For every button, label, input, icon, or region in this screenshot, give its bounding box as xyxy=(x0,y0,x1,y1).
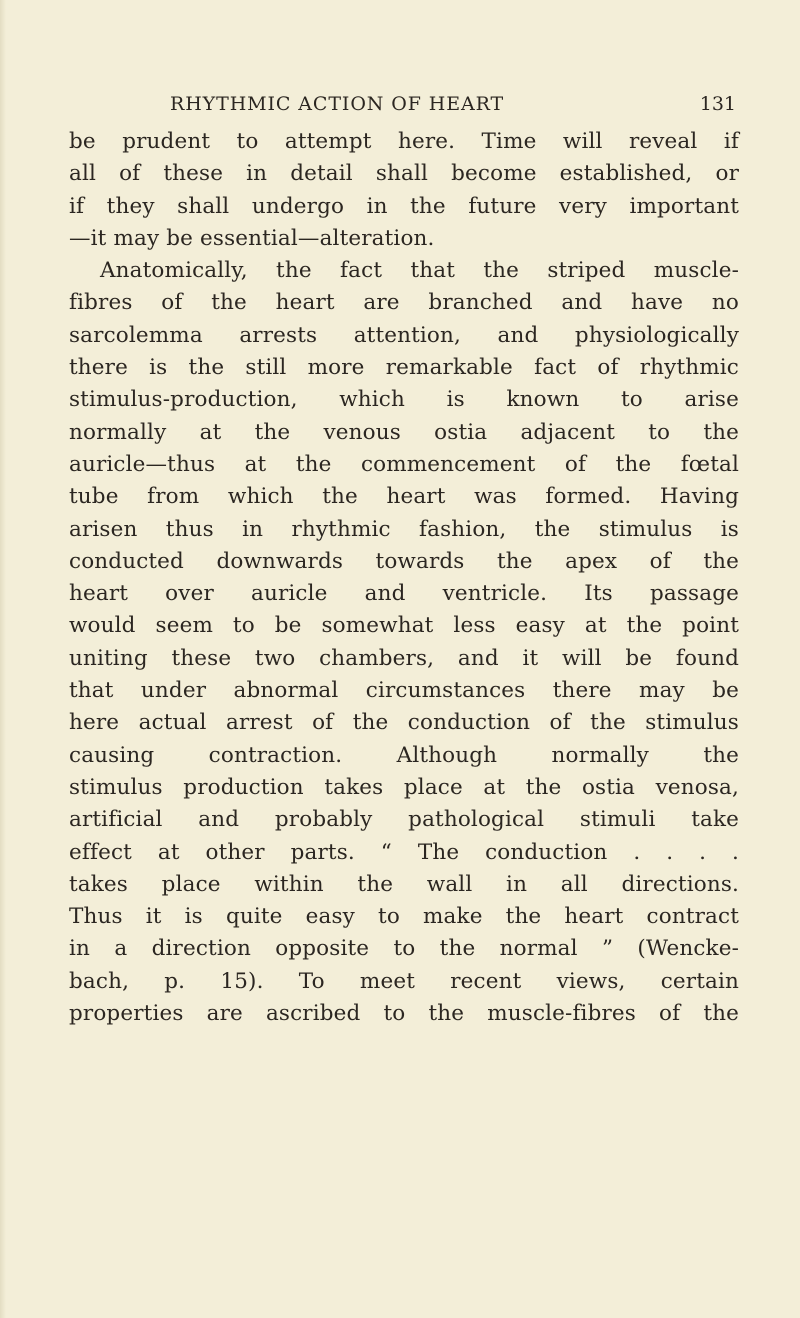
text-line: arisen thus in rhythmic fashion, the stimulus is xyxy=(69,516,739,542)
text-line: conducted downwards towards the apex of the xyxy=(69,548,739,574)
text-line: effect at other parts. “ The conduction . . . . xyxy=(69,839,739,865)
text-line: bach, p. 15). To meet recent views, certain xyxy=(69,968,739,994)
text-line: —it may be essential—alteration. xyxy=(69,225,435,251)
text-line: uniting these two chambers, and it will be found xyxy=(69,645,739,671)
text-line: be prudent to attempt here. Time will reveal if xyxy=(69,129,739,154)
text-line: would seem to be somewhat less easy at the point xyxy=(69,613,739,639)
text-line: in a direction opposite to the normal ” (Wencke- xyxy=(69,936,739,962)
text-line: tube from which the heart was formed. Having xyxy=(69,484,739,510)
page-number: 131 xyxy=(699,93,736,115)
text-line: stimulus production takes place at the ostia venosa, xyxy=(69,774,739,800)
text-line: that under abnormal circumstances there may be xyxy=(69,678,739,704)
body-text xyxy=(69,126,739,1030)
text-line: Thus it is quite easy to make the heart contract xyxy=(69,904,739,930)
text-line: causing contraction. Although normally the xyxy=(69,742,739,768)
text-line: there is the still more remarkable fact of rhythmic xyxy=(69,355,739,381)
text-line: takes place within the wall in all directions. xyxy=(69,871,739,897)
text-line: normally at the venous ostia adjacent to the xyxy=(69,419,739,445)
text-line: all of these in detail shall become established, or xyxy=(69,161,739,187)
text-line: fibres of the heart are branched and have no xyxy=(69,290,739,316)
text-line: auricle—thus at the commencement of the fœtal xyxy=(69,451,739,477)
text-line: heart over auricle and ventricle. Its passage xyxy=(69,581,739,607)
text-line: stimulus-production, which is known to arise xyxy=(69,387,739,413)
text-line: properties are ascribed to the muscle-fibres of the xyxy=(69,1001,739,1027)
page-gutter-shadow xyxy=(0,0,6,1318)
running-title: RHYTHMIC ACTION OF HEART xyxy=(170,93,505,115)
text-line: artificial and probably pathological stimuli take xyxy=(69,807,739,833)
text-line: here actual arrest of the conduction of the stimulus xyxy=(69,710,739,736)
running-head xyxy=(66,92,736,116)
text-line: sarcolemma arrests attention, and physiologically xyxy=(69,322,739,348)
text-line: Anatomically, the fact that the striped muscle- xyxy=(100,258,739,284)
text-line: if they shall undergo in the future very important xyxy=(69,193,739,219)
